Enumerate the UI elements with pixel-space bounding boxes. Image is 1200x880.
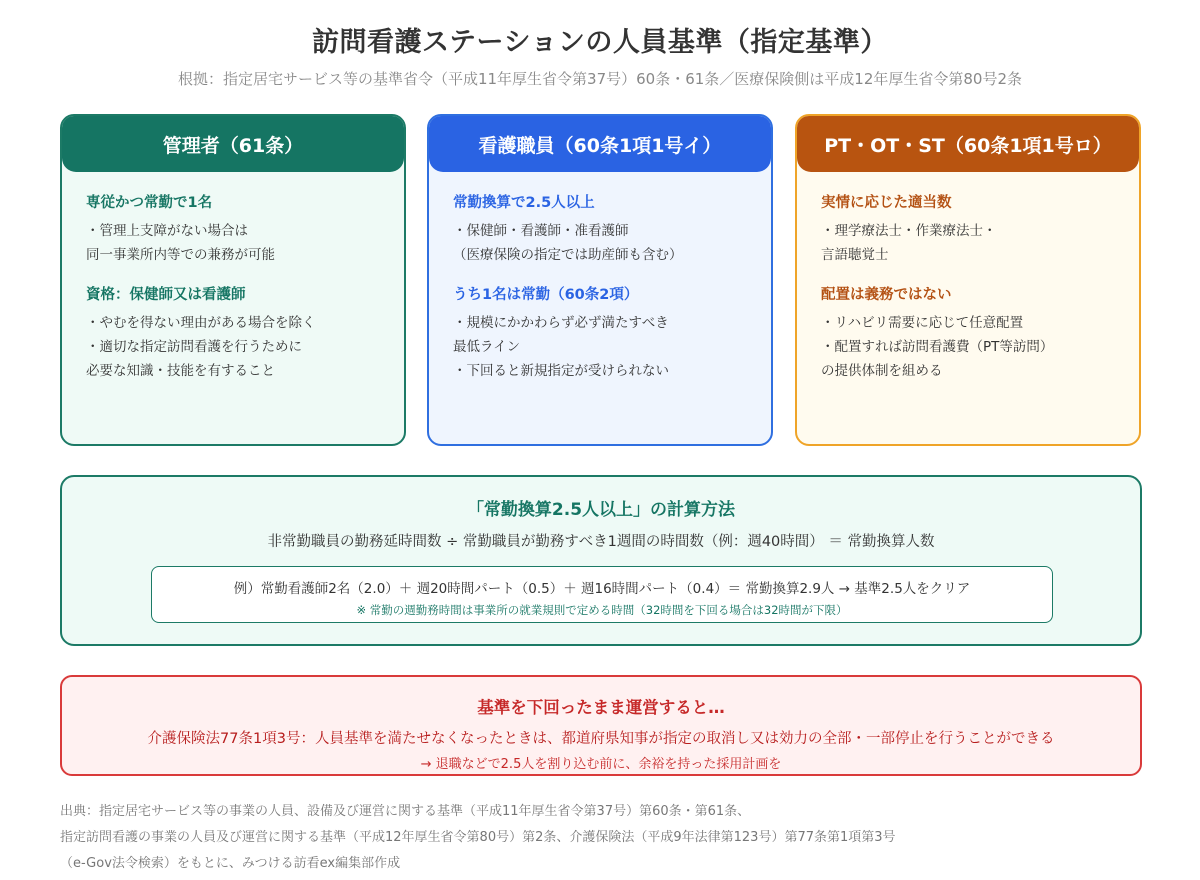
section-heading: 専従かつ常勤で1名 [86,195,213,211]
calculation-title: 「常勤換算2.5人以上」の計算方法 [466,500,736,520]
section-line: （医療保険の指定では助産師も含む） [453,247,683,263]
warning-note: → 退職などで2.5人を割り込む前に、余裕を持った採用計画を [420,757,782,772]
source-citation [60,799,1140,877]
calculation-formula: 非常勤職員の勤務延時間数 ÷ 常勤職員が勤務すべき1週間の時間数（例：週40時間） ＝ 常勤換算人数 [267,534,935,550]
source-line: 指定訪問看護の事業の人員及び運営に関する基準（平成12年厚生省令第80号）第2条、介護保険法（平成9年法律第123号）第77条第1項第3号 [60,830,896,845]
section-line: ・リハビリ需要に応じて任意配置 [821,315,1024,331]
nursing-section-fulltime [453,283,747,383]
nursing-staff-card-header: 看護職員（60条1項1号イ） [429,116,771,172]
warning-text: 介護保険法77条1項3号：人員基準を満たせなくなったときは、都道府県知事が指定の取消し又は効力の全部・一部停止を行うことができる [147,731,1055,747]
section-line: ・適切な指定訪問看護を行うために [86,339,302,355]
section-heading: 資格：保健師又は看護師 [86,287,246,303]
therapist-card-header: PT・OT・ST（60条1項1号ロ） [797,116,1139,172]
calculation-example-box [151,566,1053,623]
source-line: 出典：指定居宅サービス等の事業の人員、設備及び運営に関する基準（平成11年厚生省令第37号）第60条・第61条、 [60,804,751,819]
section-line: 必要な知識・技能を有すること [86,363,275,379]
warning-panel [60,675,1142,776]
section-heading: うち1名は常勤（60条2項） [453,287,639,303]
manager-section-fulltime [86,191,380,267]
calculation-note: ※ 常勤の週勤務時間は事業所の就業規則で定める時間（32時間を下回る場合は32時間が下限） [356,603,848,617]
section-line: 言語聴覚士 [821,247,889,263]
section-line: ・規模にかかわらず必ず満たすべき [453,315,669,331]
section-line: 最低ライン [453,339,521,355]
therapist-card [795,114,1141,446]
calculation-example: 例）常勤看護師2名（2.0）＋ 週20時間パート（0.5）＋ 週16時間パート（0.4）＝ 常勤換算2.9人 → 基準2.5人をクリア [233,581,971,597]
manager-card [60,114,406,446]
therapist-section-number [821,191,1115,267]
nursing-staff-card [427,114,773,446]
section-heading: 実情に応じた適当数 [821,195,952,211]
section-line: 同一事業所内等での兼務が可能 [86,247,275,263]
calculation-panel [60,475,1142,646]
page-subtitle: 根拠：指定居宅サービス等の基準省令（平成11年厚生省令第37号）60条・61条／医療保険側は平成12年厚生省令第80号2条 [177,70,1023,88]
section-heading: 配置は義務ではない [821,287,952,303]
therapist-section-optional [821,283,1115,383]
warning-title: 基準を下回ったまま運営すると… [477,698,725,717]
source-line: （e-Gov法令検索）をもとに、みつける訪看ex編集部作成 [60,856,401,871]
section-line: ・保健師・看護師・准看護師 [453,223,629,239]
section-line: ・配置すれば訪問看護費（PT等訪問） [821,339,1054,355]
page-title: 訪問看護ステーションの人員基準（指定基準） [312,27,888,58]
section-line: ・やむを得ない理由がある場合を除く [86,315,316,331]
manager-card-header: 管理者（61条） [62,116,404,172]
section-line: の提供体制を組める [821,363,943,379]
section-line: ・理学療法士・作業療法士・ [821,223,997,239]
section-line: ・下回ると新規指定が受けられない [453,363,669,379]
section-heading: 常勤換算で2.5人以上 [453,195,595,211]
section-line: ・管理上支障がない場合は [86,223,248,239]
nursing-section-fte [453,191,747,267]
manager-section-qualification [86,283,380,383]
